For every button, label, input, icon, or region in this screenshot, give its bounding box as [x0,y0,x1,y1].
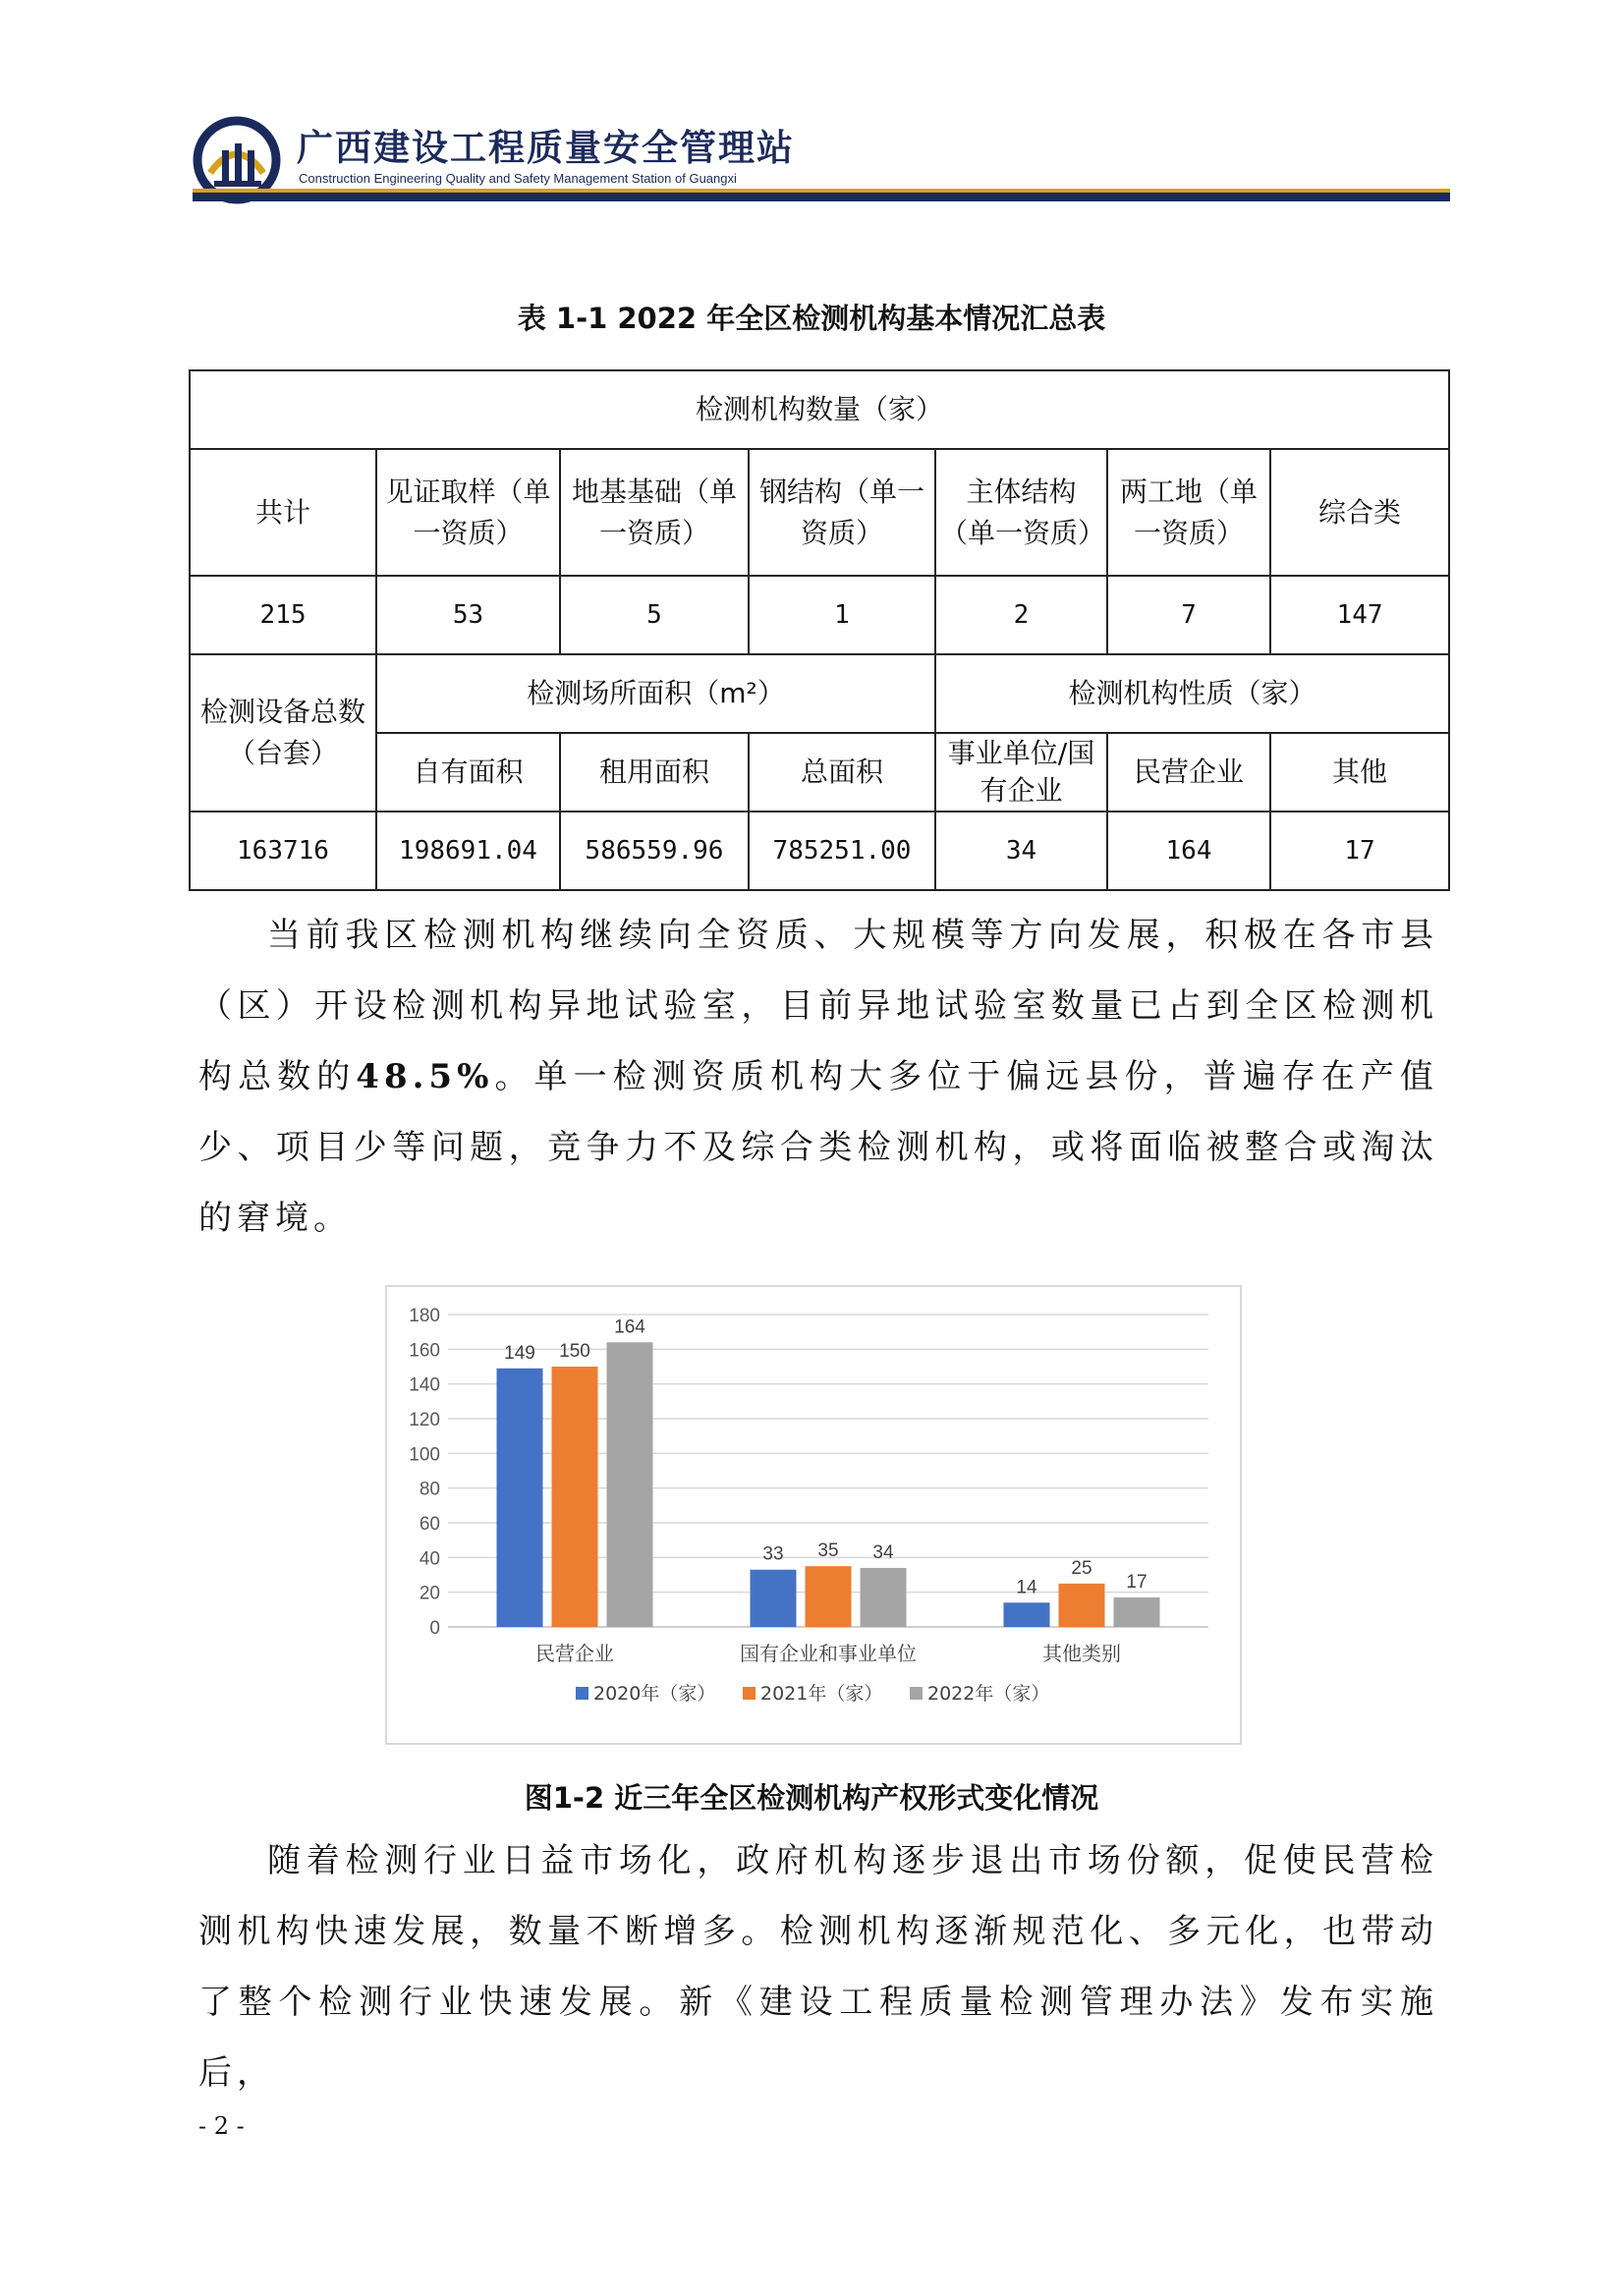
paragraph-1-text-b: 。单一检测资质机构大多位于偏远县份，普遍存在产值少、项目少等问题，竞争力不及综合类检测机构，或将面临被整合或淘汰的窘境。 [198,1057,1439,1238]
col-header: 总面积 [749,733,935,812]
y-tick-label: 140 [409,1374,440,1396]
legend-swatch [910,1687,923,1700]
table-cell: 5 [560,576,749,654]
y-tick-label: 100 [409,1444,440,1466]
col-header: 见证取样（单一资质） [376,449,560,576]
col-header: 两工地（单一资质） [1107,449,1270,576]
legend-label: 2022年（家） [927,1683,1050,1705]
table-cell: 1 [749,576,935,654]
col-header: 其他 [1270,733,1449,812]
table-row [190,449,1449,576]
legend-label: 2021年（家） [760,1683,883,1705]
equip-label: 检测设备总数（台套） [190,654,376,812]
col-header: 综合类 [1270,449,1449,576]
data-label: 25 [1071,1557,1092,1579]
summary-table [189,369,1450,891]
chart-bar [751,1570,797,1627]
y-tick-label: 60 [419,1514,440,1535]
table-cell: 7 [1107,576,1270,654]
data-label: 164 [614,1316,645,1338]
chart-bar [806,1566,852,1627]
org-name-en: Construction Engineering Quality and Safety Management Station of Guangxi [299,171,737,186]
table-cell: 164 [1107,812,1270,890]
data-label: 14 [1016,1577,1037,1598]
data-label: 150 [559,1341,590,1362]
data-label: 35 [817,1540,839,1562]
col-header: 主体结构（单一资质） [935,449,1107,576]
y-tick-label: 80 [419,1479,440,1500]
paragraph-1 [198,900,1438,1254]
table-cell: 198691.04 [376,812,560,890]
chart-bar [552,1367,598,1627]
data-label: 17 [1126,1571,1147,1593]
table-cell: 785251.00 [749,812,935,890]
data-label: 149 [504,1342,535,1364]
area-header: 检测场所面积（m²） [376,654,935,733]
paragraph-2: 随着检测行业日益市场化，政府机构逐步退出市场份额，促使民营检测机构快速发展，数量不断增多。检测机构逐渐规范化、多元化，也带动了整个检测行业快速发展。新《建设工程质量检测管理办法》发布实施后， [198,1841,1438,2093]
bar-chart-svg [387,1287,1240,1743]
paragraph-1-text-a: 当前我区检测机构继续向全资质、大规模等方向发展，积极在各市县（区）开设检测机构异地试验室，目前异地试验室数量已占到全区检测机构总数的 [198,916,1438,1096]
table-cell: 34 [935,812,1107,890]
section-header-count: 检测机构数量（家） [190,370,1449,449]
chart-bar [607,1342,653,1627]
col-header: 地基基础（单一资质） [560,449,749,576]
y-tick-label: 20 [419,1583,440,1604]
table-cell: 586559.96 [560,812,749,890]
legend-label: 2020年（家） [593,1683,716,1705]
data-label: 33 [762,1543,784,1565]
y-tick-label: 180 [409,1306,440,1326]
nature-header: 检测机构性质（家） [935,654,1449,733]
col-header: 民营企业 [1107,733,1270,812]
paragraph-1-bold-value: 48.5% [356,1057,494,1096]
chart-bar [861,1568,907,1627]
chart-bar [497,1369,543,1627]
table-cell: 2 [935,576,1107,654]
table-row [190,812,1449,890]
table-cell: 163716 [190,812,376,890]
legend-swatch [576,1687,588,1700]
table-row [190,370,1449,449]
legend-swatch [743,1687,756,1700]
table-row [190,733,1449,812]
page-number: - 2 - [198,2112,245,2140]
x-tick-label: 其他类别 [1042,1642,1121,1665]
bar-chart [385,1285,1242,1745]
col-header: 钢结构（单一资质） [749,449,935,576]
x-tick-label: 民营企业 [535,1642,614,1665]
chart-bar [1059,1584,1105,1627]
y-tick-label: 0 [429,1618,440,1639]
table-row [190,654,1449,733]
y-tick-label: 120 [409,1410,440,1430]
header-rule-navy [193,193,1450,201]
chart-bar [1004,1602,1050,1627]
col-header: 共计 [190,449,376,576]
table-cell: 17 [1270,812,1449,890]
x-tick-label: 国有企业和事业单位 [740,1642,917,1665]
col-header: 自有面积 [376,733,560,812]
y-tick-label: 40 [419,1548,440,1570]
table-row [190,576,1449,654]
org-name: 广西建设工程质量安全管理站 [297,127,795,169]
figure-caption: 图1-2 近三年全区检测机构产权形式变化情况 [524,1781,1099,1815]
y-tick-label: 160 [409,1340,440,1362]
table-cell: 147 [1270,576,1449,654]
table-cell: 53 [376,576,560,654]
chart-bar [1114,1597,1160,1627]
col-header: 租用面积 [560,733,749,812]
table-title: 表 1-1 2022 年全区检测机构基本情况汇总表 [517,302,1106,335]
data-label: 34 [872,1541,894,1563]
table-cell: 215 [190,576,376,654]
col-header: 事业单位/国有企业 [935,733,1107,812]
